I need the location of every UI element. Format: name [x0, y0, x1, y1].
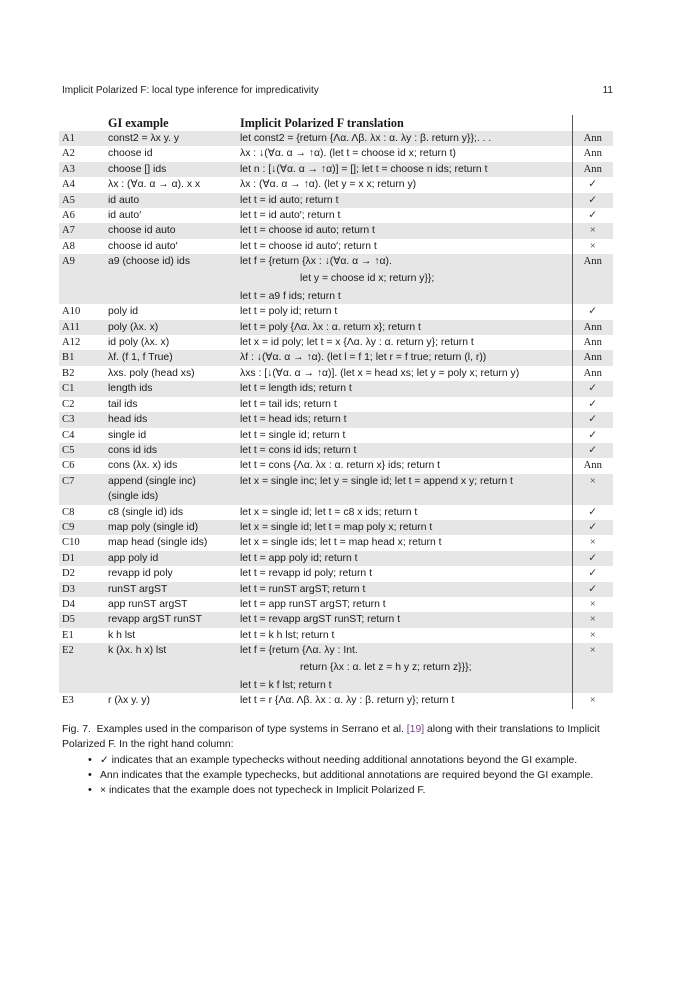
table-body — [59, 131, 613, 709]
table-row — [59, 535, 613, 550]
example-id: C1 — [59, 381, 108, 396]
gi-example — [108, 458, 240, 473]
gi-example-line: runST argST — [108, 583, 168, 595]
table-row — [59, 366, 613, 381]
table-row — [59, 520, 613, 535]
caption-text-before-ref: Examples used in the comparison of type systems in Serrano et al. — [96, 724, 404, 735]
table-row — [59, 643, 613, 693]
translation-line: λx : (∀α. α → ↑α). (let y = x x; return y) — [240, 179, 417, 191]
example-id: A5 — [59, 193, 108, 208]
example-id: E3 — [62, 695, 74, 707]
gi-example-line: map head (single ids) — [108, 537, 208, 549]
translation-line: let x = single inc; let y = single id; let t = append x y; return t — [240, 475, 513, 487]
cross-icon: × — [572, 535, 613, 550]
translation — [240, 443, 572, 458]
header-gi-example: GI example — [108, 116, 169, 130]
cross-icon: × — [572, 612, 613, 627]
gi-example-line: choose id — [108, 148, 153, 160]
table-row — [59, 146, 613, 161]
cross-icon: × — [572, 474, 613, 505]
gi-example-line: cons id ids — [108, 444, 158, 456]
gi-example-line: tail ids — [108, 398, 138, 410]
translation — [240, 381, 572, 396]
check-icon: ✓ — [572, 428, 613, 443]
gi-example — [108, 428, 240, 443]
translation — [240, 350, 572, 365]
table-row — [59, 254, 613, 304]
translation-line: let t = id auto; return t — [240, 194, 339, 206]
table-row — [59, 458, 613, 473]
example-id: C4 — [62, 429, 75, 441]
caption-label: Fig. 7. — [62, 724, 91, 735]
gi-example-line: id poly (λx. x) — [108, 337, 170, 349]
table-row — [59, 551, 613, 566]
translation — [240, 566, 572, 581]
cross-icon: × — [572, 223, 613, 238]
running-head-title: Implicit Polarized F: local type inference for impredicativity — [62, 85, 319, 96]
gi-example — [108, 582, 240, 597]
translation — [240, 428, 572, 443]
translation-line: λxs : [↓(∀α. α → ↑α)]. (let x = head xs; let y = poly x; return y) — [240, 367, 520, 379]
cross-icon: × — [572, 239, 613, 254]
translation — [240, 335, 572, 350]
cross-icon: × — [572, 643, 613, 693]
translation-line: let t = length ids; return t — [240, 383, 352, 395]
gi-example-line: single id — [108, 429, 147, 441]
gi-example — [108, 693, 240, 708]
gi-example — [108, 628, 240, 643]
header-result — [572, 115, 613, 131]
gi-example-line: cons (λx. x) ids — [108, 460, 178, 472]
example-id: C9 — [59, 520, 108, 535]
gi-example-line: app poly id — [108, 552, 159, 564]
check-icon: ✓ — [572, 208, 613, 223]
table-row — [59, 208, 613, 223]
translation — [240, 397, 572, 412]
result-ann: Ann — [572, 162, 613, 177]
example-id: C10 — [62, 537, 80, 549]
example-id: A1 — [59, 131, 108, 146]
translation — [240, 193, 572, 208]
gi-example — [108, 535, 240, 550]
gi-example-line: head ids — [108, 414, 148, 426]
translation — [240, 177, 572, 192]
gi-example — [108, 505, 240, 520]
cross-icon: × — [572, 693, 613, 708]
gi-example-line: k (λx. h x) lst — [108, 645, 167, 657]
translation — [240, 223, 572, 238]
gi-example-line: k h lst — [108, 629, 136, 641]
translation-line: let x = single ids; let t = map head x; return t — [240, 537, 442, 549]
example-id: D1 — [59, 551, 108, 566]
table-header-row — [59, 115, 613, 131]
example-id: A2 — [62, 148, 75, 160]
translation-line: let x = single id; let t = c8 x ids; return t — [240, 506, 418, 518]
example-id: C6 — [62, 460, 75, 472]
gi-example — [108, 597, 240, 612]
header-id — [59, 115, 108, 131]
gi-example — [108, 162, 240, 177]
translation-line: let t = k f lst; return t — [240, 680, 332, 692]
translation-line: let t = revapp id poly; return t — [240, 568, 372, 580]
example-id: D2 — [62, 568, 75, 580]
examples-table-container — [59, 115, 613, 709]
gi-example-line: λf. (f 1, f True) — [108, 352, 173, 364]
table-row — [59, 612, 613, 627]
gi-example-line: λxs. poly (head xs) — [108, 367, 195, 379]
result-ann: Ann — [572, 320, 613, 335]
table-row — [59, 335, 613, 350]
translation — [240, 612, 572, 627]
check-icon: ✓ — [572, 304, 613, 319]
example-id: D3 — [59, 582, 108, 597]
translation-line: let t = single id; return t — [240, 429, 346, 441]
gi-example-line: revapp id poly — [108, 568, 173, 580]
legend-item-cross: • × indicates that the example does not typecheck in Implicit Polarized F. — [90, 783, 614, 798]
gi-example — [108, 239, 240, 254]
result-ann: Ann — [572, 254, 613, 304]
table-row — [59, 597, 613, 612]
translation — [240, 582, 572, 597]
gi-example-line: map poly (single id) — [108, 521, 199, 533]
table-row — [59, 304, 613, 319]
example-id: A6 — [62, 210, 75, 222]
legend-item-check: • ✓ indicates that an example typechecks without needing additional annotations beyond the GI example. — [90, 753, 614, 768]
translation-line: let x = id poly; let t = x {Λα. λy : α. return y}; return t — [240, 337, 474, 349]
result-ann: Ann — [572, 350, 613, 365]
translation-line: let t = a9 f ids; return t — [240, 291, 341, 303]
table-row — [59, 443, 613, 458]
translation-line: λx : ↓(∀α. α → ↑α). (let t = choose id x; return t) — [240, 148, 456, 160]
example-id: C3 — [59, 412, 108, 427]
gi-example-line: append (single inc) — [108, 475, 196, 487]
header-translation: Implicit Polarized F translation — [240, 116, 404, 130]
example-id: C5 — [59, 443, 108, 458]
example-id: A8 — [62, 240, 75, 252]
translation — [240, 208, 572, 223]
translation-line: let n : [↓(∀α. α → ↑α)] = []; let t = choose n ids; return t — [240, 163, 488, 175]
check-icon: ✓ — [572, 443, 613, 458]
check-icon: ✓ — [572, 381, 613, 396]
table-row — [59, 397, 613, 412]
translation-line: let t = app runST argST; return t — [240, 598, 386, 610]
translation-line: let f = {return {λx : ↓(∀α. α → ↑α). — [240, 256, 392, 268]
example-id: A11 — [59, 320, 108, 335]
translation-line: let t = poly id; return t — [240, 306, 338, 318]
translation-line: let t = poly {Λα. λx : α. return x}; return t — [240, 321, 421, 333]
translation — [240, 597, 572, 612]
translation-line: let t = cons id ids; return t — [240, 444, 357, 456]
table-row — [59, 162, 613, 177]
table-row — [59, 223, 613, 238]
gi-example — [108, 131, 240, 146]
translation — [240, 643, 572, 693]
check-icon: ✓ — [572, 412, 613, 427]
figure-caption — [62, 722, 614, 798]
translation — [240, 254, 572, 304]
example-id: A7 — [59, 223, 108, 238]
page-number: 11 — [602, 85, 613, 96]
caption-paragraph — [62, 722, 614, 752]
check-icon: ✓ — [572, 520, 613, 535]
gi-example — [108, 643, 240, 693]
gi-example — [108, 254, 240, 304]
example-id: E1 — [62, 629, 74, 641]
translation-line: let t = runST argST; return t — [240, 583, 366, 595]
gi-example-line: poly (λx. x) — [108, 321, 159, 333]
translation — [240, 693, 572, 708]
translation-line: let const2 = {return {Λα. Λβ. λx : α. λy : β. return y}};. . . — [240, 133, 492, 144]
table-row — [59, 412, 613, 427]
example-id: B1 — [59, 350, 108, 365]
translation — [240, 474, 572, 505]
gi-example-line: id auto — [108, 194, 140, 206]
translation-line: let f = {return {Λα. λy : Int. — [240, 645, 358, 657]
table-row — [59, 381, 613, 396]
gi-example — [108, 320, 240, 335]
example-id: A4 — [62, 179, 75, 191]
table-row — [59, 239, 613, 254]
translation — [240, 458, 572, 473]
gi-example-line: c8 (single id) ids — [108, 506, 184, 518]
translation-line: let t = app poly id; return t — [240, 552, 358, 564]
result-ann: Ann — [572, 366, 613, 381]
gi-example — [108, 520, 240, 535]
gi-example — [108, 412, 240, 427]
translation-line: λf : ↓(∀α. α → ↑α). (let l = f 1; let r = f true; return (l, r)) — [240, 352, 487, 364]
translation — [240, 366, 572, 381]
gi-example-line: choose [] ids — [108, 163, 167, 175]
example-id: C7 — [59, 474, 108, 505]
translation-line: let t = head ids; return t — [240, 414, 347, 426]
translation-line: let y = choose id x; return y}}; — [300, 273, 435, 285]
gi-example-line: id auto′ — [108, 210, 142, 222]
translation — [240, 304, 572, 319]
example-id: C2 — [62, 398, 75, 410]
translation — [240, 239, 572, 254]
example-id: A9 — [59, 254, 108, 304]
example-id: D5 — [59, 612, 108, 627]
check-icon: ✓ — [572, 177, 613, 192]
translation — [240, 131, 572, 146]
translation-line: let t = choose id auto; return t — [240, 225, 375, 237]
example-id: A10 — [62, 306, 81, 318]
translation — [240, 520, 572, 535]
gi-example — [108, 146, 240, 161]
gi-example-line: choose id auto — [108, 225, 176, 237]
translation-line: let x = single id; let t = map poly x; return t — [240, 521, 433, 533]
translation-line: let t = revapp argST runST; return t — [240, 614, 401, 626]
translation — [240, 146, 572, 161]
gi-example — [108, 566, 240, 581]
gi-example — [108, 612, 240, 627]
translation — [240, 628, 572, 643]
gi-example — [108, 223, 240, 238]
translation — [240, 535, 572, 550]
gi-example — [108, 551, 240, 566]
result-ann: Ann — [572, 335, 613, 350]
gi-example-line: r (λx y. y) — [108, 695, 150, 707]
example-id: A3 — [59, 162, 108, 177]
translation-line: let t = id auto′; return t — [240, 210, 341, 222]
gi-example-line: app runST argST — [108, 598, 188, 610]
table-row — [59, 350, 613, 365]
table-row — [59, 474, 613, 505]
gi-example-line: λx : (∀α. α → α). x x — [108, 179, 201, 191]
gi-example — [108, 350, 240, 365]
translation — [240, 551, 572, 566]
translation-line: let t = r {Λα. Λβ. λx : α. λy : β. return y}; return t — [240, 695, 455, 707]
translation-line: let t = choose id auto′; return t — [240, 240, 377, 252]
table-row — [59, 177, 613, 192]
gi-example — [108, 208, 240, 223]
legend-item-ann: • Ann indicates that the example typechecks, but additional annotations are required beyond the GI example. — [90, 768, 614, 783]
legend-list — [62, 753, 614, 798]
gi-example — [108, 381, 240, 396]
example-id: E2 — [59, 643, 108, 693]
gi-example — [108, 443, 240, 458]
gi-example-line: revapp argST runST — [108, 614, 202, 626]
check-icon: ✓ — [572, 582, 613, 597]
gi-example — [108, 397, 240, 412]
translation — [240, 320, 572, 335]
translation-line: return {λx : α. let z = h y z; return z}}}; — [300, 662, 472, 674]
examples-table — [59, 115, 613, 709]
table-row — [59, 693, 613, 708]
example-id: C8 — [62, 506, 75, 518]
check-icon: ✓ — [572, 566, 613, 581]
table-row — [59, 582, 613, 597]
check-icon: ✓ — [572, 551, 613, 566]
result-ann: Ann — [572, 458, 613, 473]
table-row — [59, 428, 613, 443]
translation — [240, 505, 572, 520]
example-id: D4 — [62, 598, 75, 610]
check-icon: ✓ — [572, 193, 613, 208]
cross-icon: × — [572, 628, 613, 643]
gi-example-line: choose id auto′ — [108, 240, 178, 252]
example-id: B2 — [62, 367, 75, 379]
translation-line: let t = k h lst; return t — [240, 629, 335, 641]
translation-line: let t = tail ids; return t — [240, 398, 337, 410]
gi-example-line: const2 = λx y. y — [108, 133, 180, 144]
check-icon: ✓ — [572, 505, 613, 520]
gi-example — [108, 177, 240, 192]
gi-example — [108, 304, 240, 319]
citation-link[interactable]: [19] — [406, 724, 425, 735]
table-row — [59, 628, 613, 643]
gi-example — [108, 335, 240, 350]
table-row — [59, 193, 613, 208]
translation — [240, 162, 572, 177]
check-icon: ✓ — [572, 397, 613, 412]
translation-line: let t = cons {Λα. λx : α. return x} ids; return t — [240, 460, 441, 472]
gi-example — [108, 474, 240, 505]
gi-example — [108, 366, 240, 381]
gi-example-line: length ids — [108, 383, 153, 395]
caption-text-after-ref: along with their translations to Implicit Polarized F. In the right hand column: — [62, 724, 600, 750]
gi-example-line: poly id — [108, 306, 139, 318]
running-head — [62, 85, 613, 96]
table-row — [59, 505, 613, 520]
translation — [240, 412, 572, 427]
table-row — [59, 566, 613, 581]
table-row — [59, 320, 613, 335]
example-id: A12 — [62, 337, 81, 349]
cross-icon: × — [572, 597, 613, 612]
gi-example-line: (single ids) — [108, 491, 159, 503]
gi-example — [108, 193, 240, 208]
gi-example-line: a9 (choose id) ids — [108, 256, 191, 268]
result-ann: Ann — [572, 146, 613, 161]
result-ann: Ann — [572, 131, 613, 146]
table-row — [59, 131, 613, 146]
